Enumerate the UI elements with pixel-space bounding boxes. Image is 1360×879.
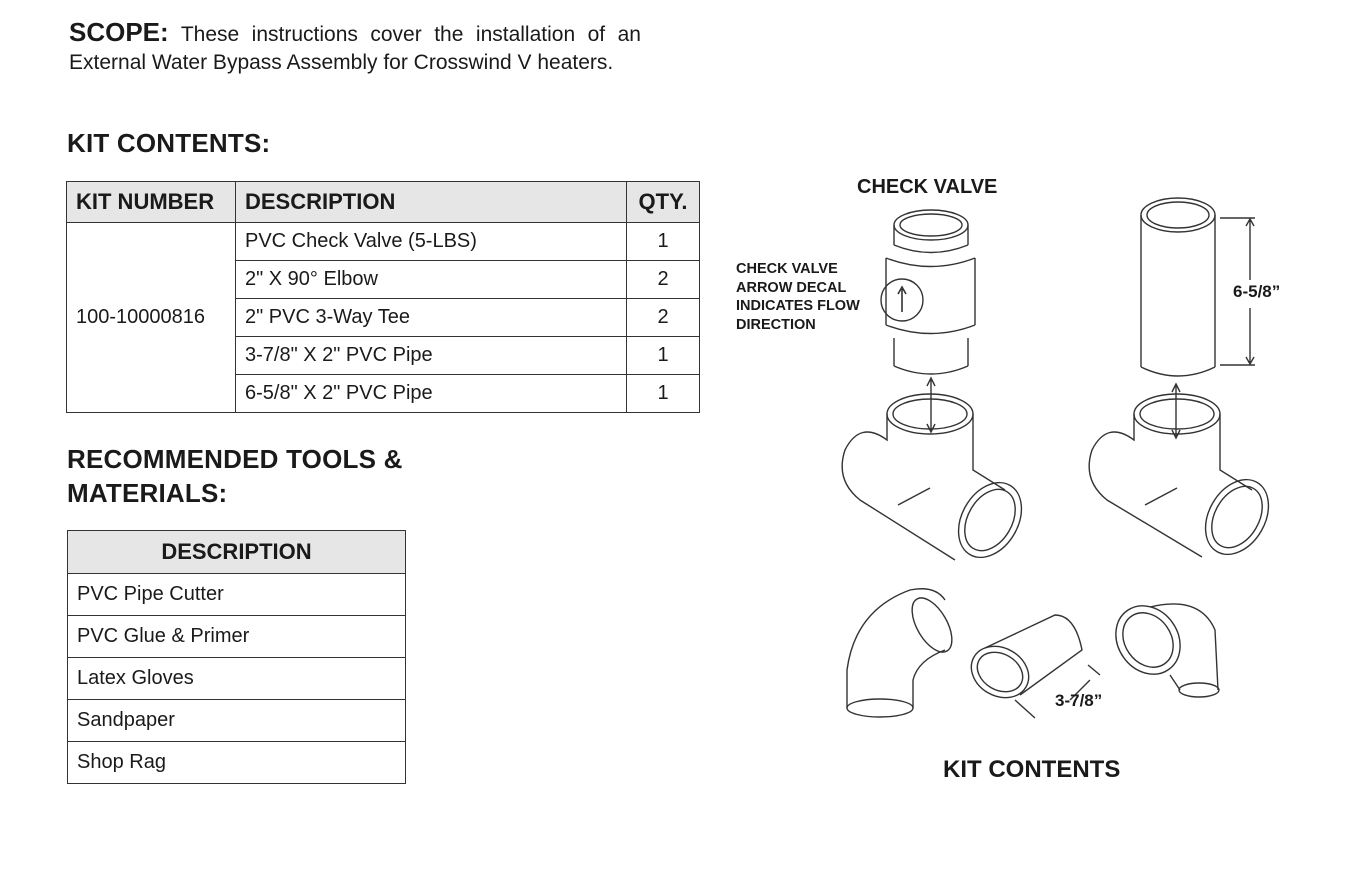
check-valve-note: CHECK VALVE ARROW DECAL INDICATES FLOW DIRECTION (736, 261, 860, 333)
item-qty: 2 (627, 261, 700, 299)
kit-contents-caption: KIT CONTENTS (943, 756, 1121, 783)
item-qty: 1 (627, 375, 700, 413)
short-pipe-dimension: 3-7/8” (1055, 691, 1103, 710)
item-description: 2" X 90° Elbow (236, 261, 627, 299)
elbow-drawing (1103, 593, 1219, 697)
long-pipe-dimension: 6-5/8” (1233, 282, 1281, 301)
tee-drawing (842, 394, 1034, 569)
col-tools-description: DESCRIPTION (68, 531, 406, 574)
col-description: DESCRIPTION (236, 182, 627, 223)
item-description: PVC Check Valve (5-LBS) (236, 223, 627, 261)
col-qty: QTY. (627, 182, 700, 223)
tee-drawing (1089, 394, 1281, 566)
item-description: 3-7/8" X 2" PVC Pipe (236, 337, 627, 375)
scope-text: These instructions cover the installation of an External Water Bypass Assembly for Crosswind V heaters. (69, 23, 641, 74)
col-kit-number: KIT NUMBER (67, 182, 236, 223)
elbow-drawing (847, 589, 960, 717)
long-pipe-drawing (1141, 198, 1215, 376)
tool-item: PVC Glue & Primer (68, 616, 406, 658)
kit-contents-heading: KIT CONTENTS: (67, 128, 271, 158)
tool-item: Shop Rag (68, 742, 406, 784)
item-qty: 1 (627, 223, 700, 261)
check-valve-title: CHECK VALVE (857, 176, 998, 198)
kit-number-cell: 100-10000816 (67, 223, 236, 413)
item-description: 6-5/8" X 2" PVC Pipe (236, 375, 627, 413)
tool-item: Sandpaper (68, 700, 406, 742)
recommended-tools-heading: RECOMMENDED TOOLS & MATERIALS: (67, 444, 403, 508)
item-qty: 1 (627, 337, 700, 375)
item-qty: 2 (627, 299, 700, 337)
tool-item: PVC Pipe Cutter (68, 574, 406, 616)
item-description: 2" PVC 3-Way Tee (236, 299, 627, 337)
check-valve-drawing (881, 210, 975, 374)
tool-item: Latex Gloves (68, 658, 406, 700)
scope-label: SCOPE: (69, 17, 169, 47)
